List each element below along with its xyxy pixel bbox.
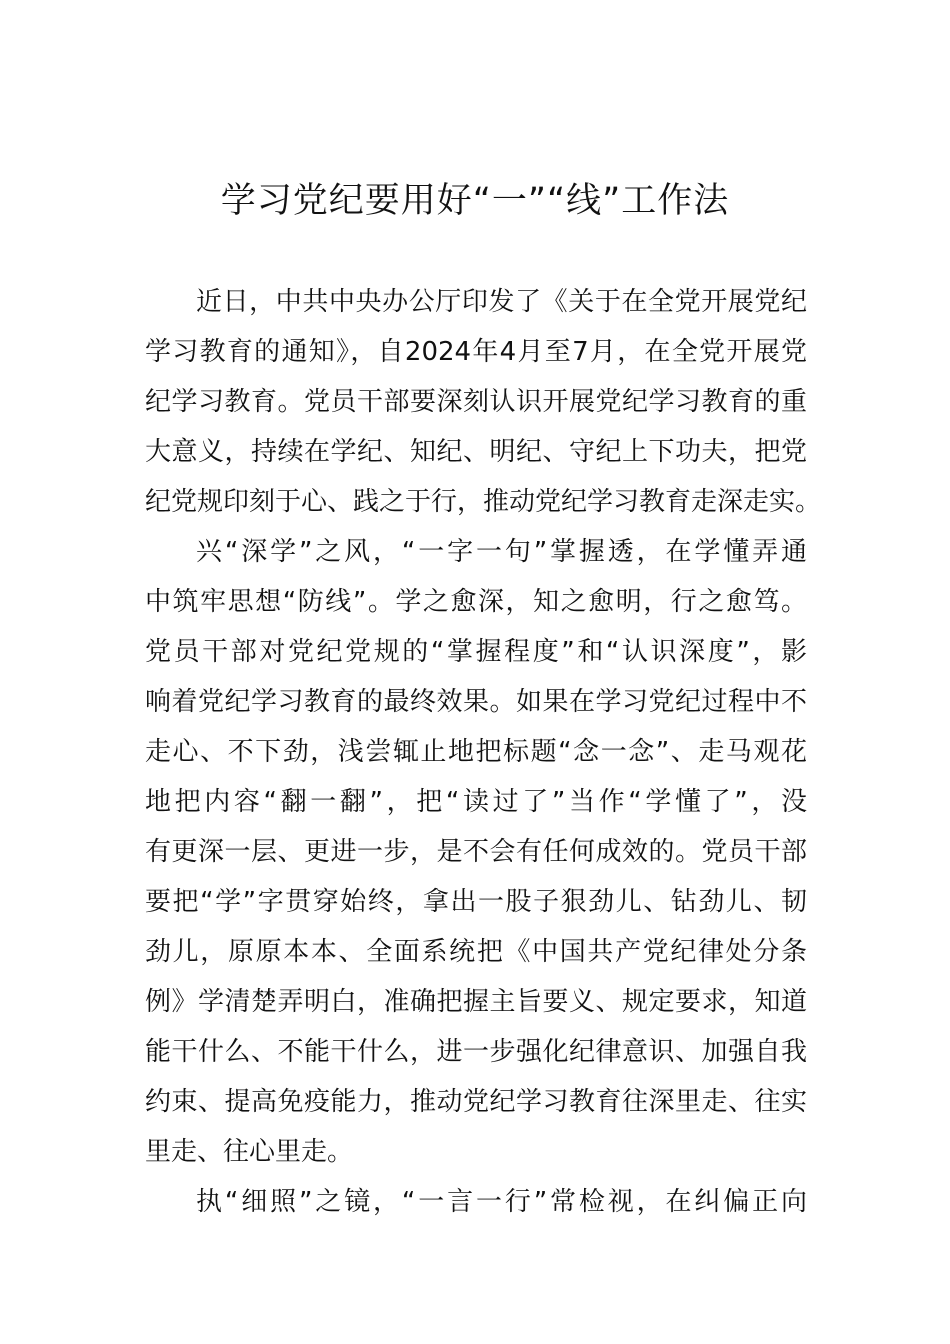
paragraph-2-line-6: 地把内容“翻一翻”，把“读过了”当作“学懂了”，没 [145, 787, 807, 817]
paragraph-2-line-13: 里走、往心里走。 [145, 1137, 354, 1167]
paragraph-2-line-8: 要把“学”字贯穿始终，拿出一股子狠劲儿、钻劲儿、韧 [145, 887, 807, 917]
document-title: 学习党纪要用好“一”“线”工作法 [220, 181, 730, 221]
paragraph-2-line-9: 劲儿，原原本本、全面系统把《中国共产党纪律处分条 [145, 937, 807, 967]
paragraph-2-line-12: 约束、提高免疫能力，推动党纪学习教育往深里走、往实 [145, 1087, 807, 1117]
paragraph-1-line-2: 学习教育的通知》，自2024年4月至7月，在全党开展党 [145, 337, 807, 367]
paragraph-2-line-4: 响着党纪学习教育的最终效果。如果在学习党纪过程中不 [145, 687, 807, 717]
paragraph-2-line-1: 兴“深学”之风，“一字一句”掌握透，在学懂弄通 [196, 537, 807, 567]
paragraph-3-line-1: 执“细照”之镜，“一言一行”常检视，在纠偏正向 [196, 1187, 807, 1217]
paragraph-2-line-7: 有更深一层、更进一步，是不会有任何成效的。党员干部 [145, 837, 807, 867]
paragraph-1-line-3: 纪学习教育。党员干部要深刻认识开展党纪学习教育的重 [145, 387, 807, 417]
paragraph-2-line-11: 能干什么、不能干什么，进一步强化纪律意识、加强自我 [145, 1037, 807, 1067]
paragraph-1-line-1: 近日，中共中央办公厅印发了《关于在全党开展党纪 [196, 287, 807, 317]
paragraph-2-line-10: 例》学清楚弄明白，准确把握主旨要义、规定要求，知道 [145, 987, 807, 1017]
paragraph-2-line-3: 党员干部对党纪党规的“掌握程度”和“认识深度”，影 [145, 637, 807, 667]
paragraph-2-line-2: 中筑牢思想“防线”。学之愈深，知之愈明，行之愈笃。 [145, 587, 807, 617]
paragraph-2-line-5: 走心、不下劲，浅尝辄止地把标题“念一念”、走马观花 [145, 737, 807, 767]
paragraph-1-line-4: 大意义，持续在学纪、知纪、明纪、守纪上下功夫，把党 [145, 437, 807, 467]
paragraph-1-line-5: 纪党规印刻于心、践之于行，推动党纪学习教育走深走实。 [145, 487, 822, 517]
